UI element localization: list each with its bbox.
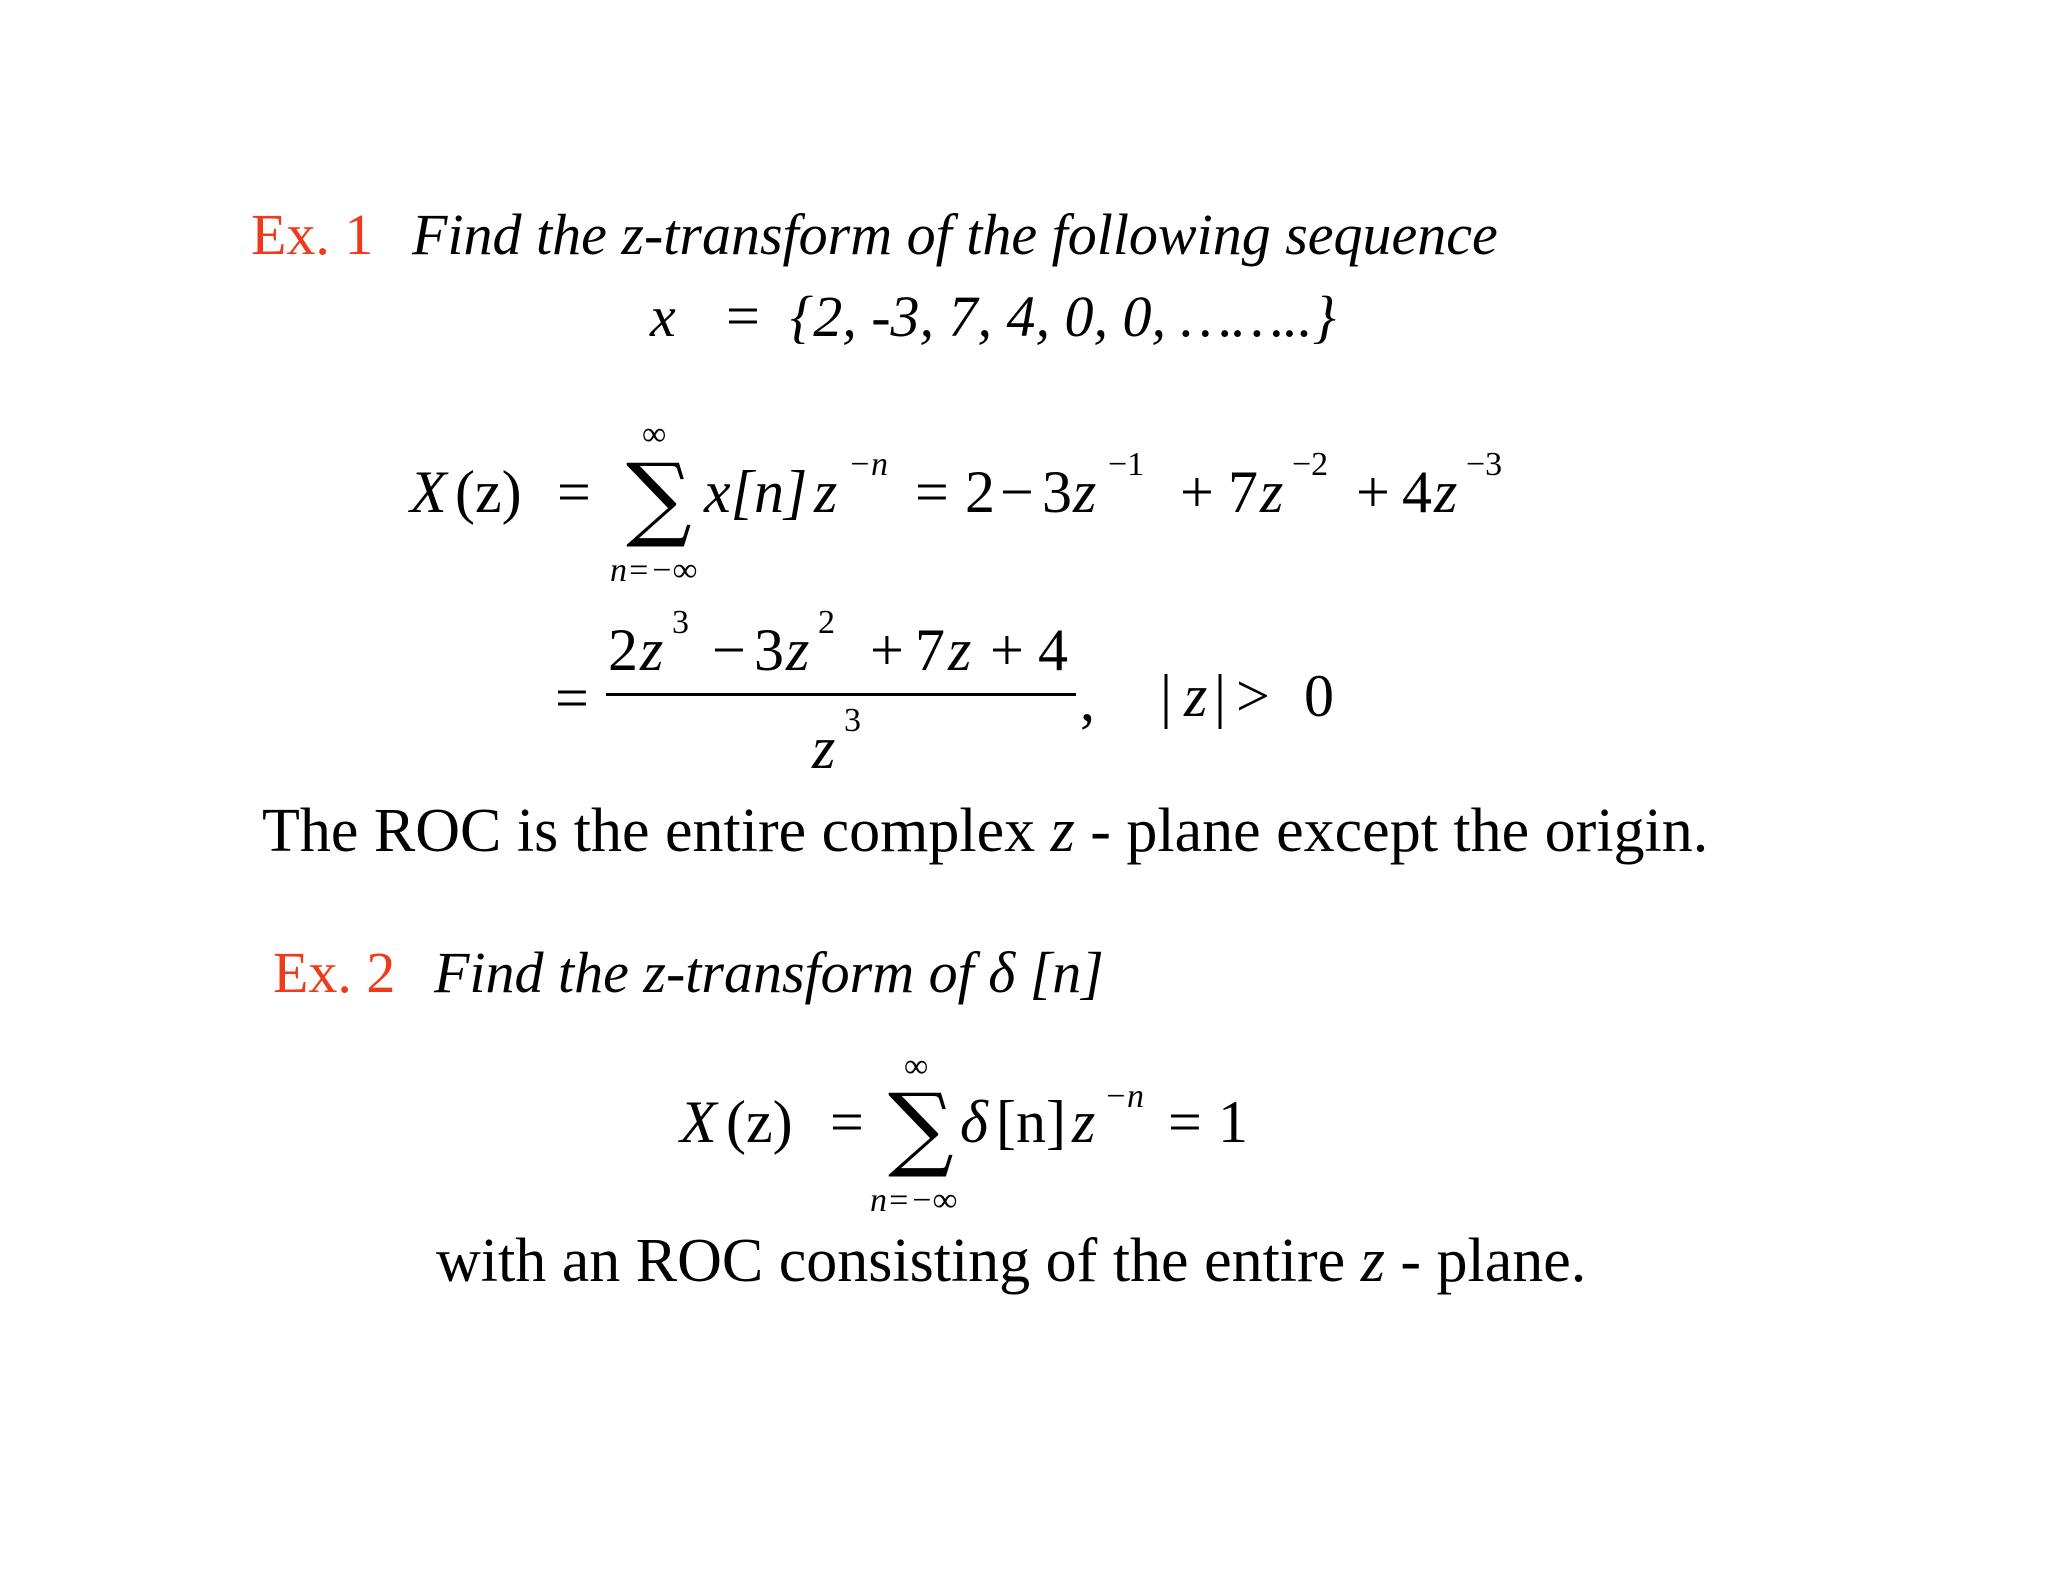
eq1-exponent-1: −1 — [1108, 446, 1145, 483]
eq1-term-xn: x[n] — [704, 459, 808, 525]
fraction-bar — [606, 693, 1076, 696]
denominator-exp-3: 3 — [844, 702, 861, 739]
numerator-minus: − — [712, 617, 746, 683]
eq1-exponent-2: −2 — [1292, 446, 1329, 483]
eq2-delta: δ — [960, 1089, 988, 1155]
numerator-z-c: z — [948, 617, 972, 683]
roc-greater-than: > — [1236, 663, 1270, 729]
eq1-z-paren: (z) — [455, 459, 522, 525]
numerator-coef-4: 4 — [1038, 617, 1068, 683]
eq1-sum-symbol: ∑ — [626, 444, 692, 551]
eq1-sum-lower-limit: n=−∞ — [610, 552, 698, 589]
roc-statement-1-part-a: The ROC is the entire complex — [262, 797, 1036, 865]
eq1-z3: z — [1434, 459, 1458, 525]
eq1-plus-2: + — [1356, 459, 1390, 525]
numerator-exp-2: 2 — [818, 604, 835, 641]
eq2-equals: = — [830, 1089, 864, 1155]
eq1-z1: z — [1073, 459, 1097, 525]
numerator-coef-2: 2 — [608, 617, 638, 683]
eq1-minus: − — [1000, 459, 1034, 525]
roc-statement-2-part-b: - plane. — [1400, 1227, 1587, 1295]
roc-abs-bar-left: | — [1160, 663, 1173, 729]
eq1-term-z: z — [814, 459, 838, 525]
eq2-sum-upper-limit: ∞ — [904, 1048, 929, 1085]
sequence-values: {2, -3, 7, 4, 0, 0, ……..} — [790, 284, 1336, 349]
roc-statement-1-part-b: - plane except the origin. — [1090, 797, 1709, 865]
example-2-label: Ex. 2 — [273, 940, 396, 1005]
eq1-equals: = — [557, 459, 591, 525]
fraction-equals: = — [555, 665, 589, 731]
eq1-X: X — [410, 459, 447, 525]
eq1-exponent-3: −3 — [1466, 446, 1503, 483]
roc-abs-bar-right: | — [1214, 663, 1227, 729]
example-2-index: [n] — [1029, 940, 1104, 1005]
sequence-equals: = — [726, 283, 760, 349]
eq2-exponent-neg-n: −n — [1104, 1078, 1144, 1115]
fraction-comma: , — [1080, 667, 1095, 733]
eq2-sum-symbol: ∑ — [888, 1074, 954, 1181]
roc-statement-1-z: z — [1050, 797, 1075, 865]
roc-statement-2-z: z — [1360, 1227, 1385, 1295]
example-1-label: Ex. 1 — [251, 202, 374, 267]
numerator-z-a: z — [640, 617, 664, 683]
numerator-coef-3: 3 — [754, 617, 784, 683]
example-2-delta: δ — [988, 940, 1016, 1005]
roc-statement-2-part-a: with an ROC consisting of the entire — [436, 1227, 1346, 1295]
roc-statement-1 — [262, 797, 1709, 865]
example-2-prompt — [434, 940, 1104, 1005]
eq1-exponent-neg-n: −n — [848, 446, 888, 483]
denominator-z: z — [812, 715, 836, 781]
eq1-plus-1: + — [1180, 459, 1214, 525]
roc-statement-2 — [436, 1227, 1587, 1295]
eq2-bracket-n: [n] — [996, 1089, 1066, 1155]
eq2-sum-lower-limit: n=−∞ — [870, 1182, 958, 1219]
eq2-one: 1 — [1218, 1089, 1248, 1155]
roc-zero: 0 — [1304, 663, 1334, 729]
eq1-coef-4: 4 — [1402, 459, 1432, 525]
example-1-prompt: Find the z-transform of the following sequence — [412, 202, 1498, 267]
eq2-z-paren: (z) — [726, 1089, 793, 1155]
sequence-lhs: x — [650, 284, 676, 349]
eq1-coef-2: 2 — [965, 459, 995, 525]
numerator-plus-1: + — [870, 617, 904, 683]
eq1-sum-upper-limit: ∞ — [642, 416, 667, 453]
eq2-X: X — [680, 1089, 717, 1155]
eq1-coef-3: 3 — [1042, 459, 1072, 525]
eq2-equals-2: = — [1168, 1089, 1202, 1155]
eq2-z: z — [1072, 1089, 1096, 1155]
eq1-equals-2: = — [915, 459, 949, 525]
roc-z: z — [1184, 663, 1208, 729]
eq1-z2: z — [1260, 459, 1284, 525]
example-2-prompt-text: Find the z-transform of — [434, 940, 974, 1005]
numerator-z-b: z — [786, 617, 810, 683]
numerator-coef-7: 7 — [915, 617, 945, 683]
numerator-exp-3: 3 — [672, 604, 689, 641]
eq1-coef-7: 7 — [1228, 459, 1258, 525]
numerator-plus-2: + — [990, 617, 1024, 683]
